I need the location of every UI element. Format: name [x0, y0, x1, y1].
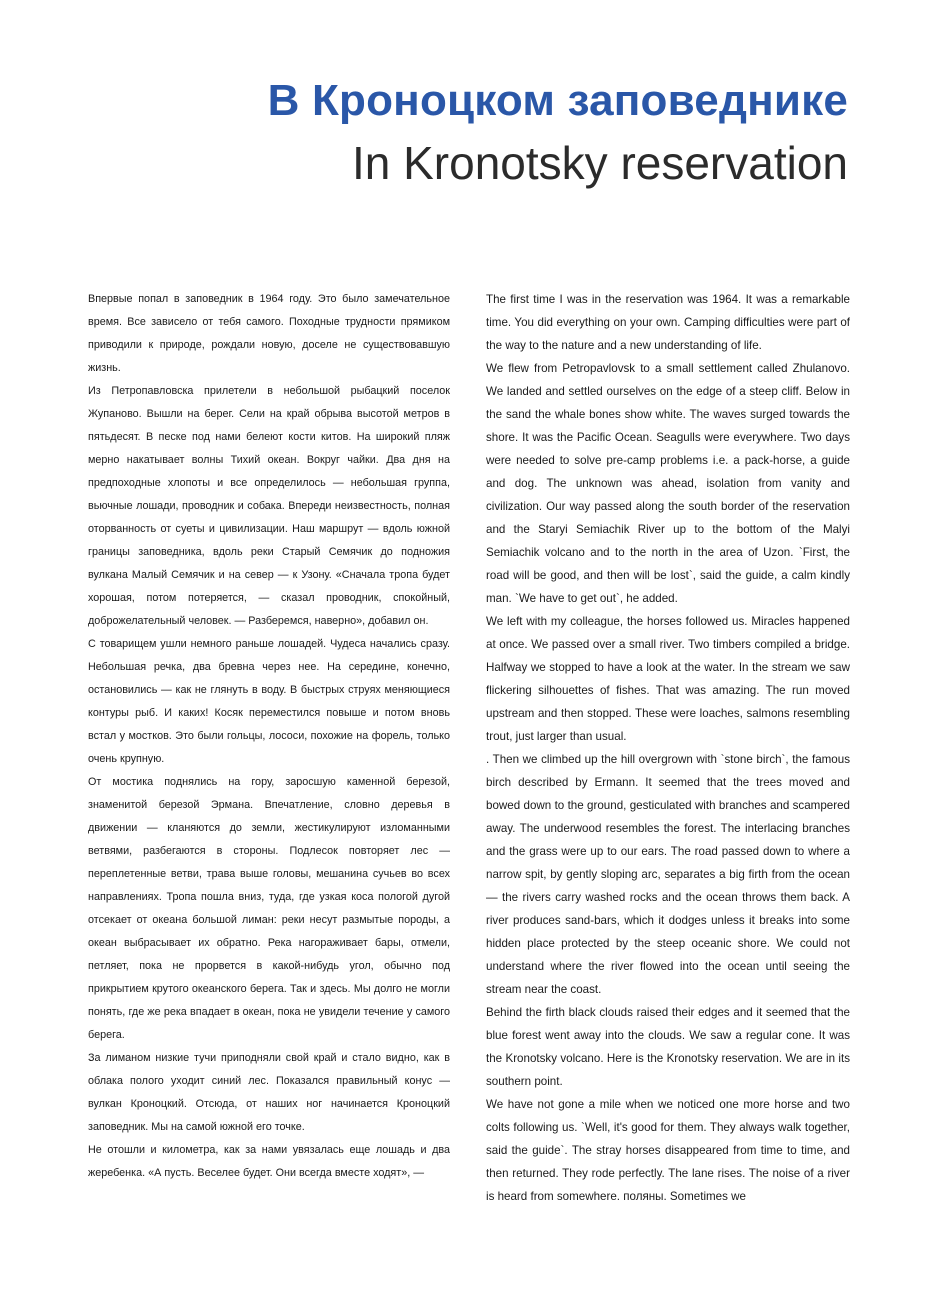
- russian-text-column: [88, 288, 450, 1218]
- english-paragraph: Behind the firth black clouds raised their edges and it seemed that the blue forest went away into the clouds. We saw a regular cone. It was the Kronotsky volcano. Here is the Kronotsky reservation. We are in its southern point.: [486, 1006, 850, 1088]
- russian-paragraph: За лиманом низкие тучи приподняли свой край и стало видно, как в облака полого уходит синий лес. Показался правильный конус — вулкан Кроноцкий. Отсюда, от наших ног начинается Кроноцкий заповедник. Мы на самой южной его точке.: [88, 1052, 450, 1133]
- russian-paragraph: Не отошли и километра, как за нами увязалась еще лошадь и два жеребенка. «А пусть. Веселее будет. Они всегда вместе ходят», —: [88, 1144, 450, 1179]
- english-paragraph: We have not gone a mile when we noticed one more horse and two colts following us. `Well, it's good for them. They always walk together, said the guide`. The stray horses disappeared from time to time, and then returned. They rode perfectly. The lane rises. The noise of a river is heard from somewhere. поляны. Sometimes we: [486, 1098, 850, 1203]
- russian-paragraph: От мостика поднялись на гору, заросшую каменной березой, знаменитой березой Эрмана. Впечатление, словно деревья в движении — кланяются до земли, жестикулируют изломанными ветвями, разбегаются в стороны. Подлесок повторяет лес — переплетенные ветви, трава выше головы, мешанина сучьев во всех направлениях. Тропа пошла вниз, туда, где узкая коса пологой дугой отсекает от океана большой лиман: реки несут размытые породы, а океан выбрасывает их обратно. Река нагораживает бары, отмели, петляет, пока не прорвется в какой-нибудь угол, обычно под прикрытием крутого океанского берега. Так и здесь. Мы долго не могли понять, где же река впадает в океан, пока не увидели течение у самого берега.: [88, 776, 450, 1041]
- russian-paragraph: С товарищем ушли немного раньше лошадей. Чудеса начались сразу. Небольшая речка, два бревна через нее. На середине, конечно, остановились — как не глянуть в воду. В быстрых струях меняющиеся контуры рыб. И каких! Косяк переместился повыше и потом вновь встал у мостков. Это были гольцы, лососи, похожие на форель, только очень крупную.: [88, 638, 450, 765]
- page-title-russian: В Кроноцком заповеднике: [267, 76, 848, 125]
- page-title-english: In Kronotsky reservation: [351, 137, 848, 189]
- russian-paragraph: Впервые попал в заповедник в 1964 году. Это было замечательное время. Все зависело от тебя самого. Походные трудности прямиком приводили к природе, рождали новую, доселе не существовавшую жизнь.: [88, 293, 450, 374]
- english-paragraph: We flew from Petropavlovsk to a small settlement called Zhulanovo. We landed and settled ourselves on the edge of a steep cliff. Below in the sand the whale bones show white. The waves surged towards the shore. It was the Pacific Ocean. Seagulls were everywhere. Two days were needed to solve pre-camp problems i.e. a pack-horse, a guide and dog. The unknown was ahead, isolation from vanity and civilization. Our way passed along the south border of the reservation and the Staryi Semiachik River up to the bottom of the Malyi Semiachik volcano and to the north in the area of Uzon. `First, the road will be good, and then will be lost`, said the guide, a calm kindly man. `We have to get out`, he added.: [486, 362, 850, 605]
- russian-paragraph: Из Петропавловска прилетели в небольшой рыбацкий поселок Жупаново. Вышли на берег. Сели на край обрыва высотой метров в пятьдесят. В песке под нами белеют кости китов. На широкий пляж мерно накатывает волны Тихий океан. Вокруг чайки. Два дня на предпоходные хлопоты и все определилось — небольшая группа, вьючные лошади, проводник и собака. Впереди неизвестность, полная оторванность от суеты и цивилизации. Наш маршрут — вдоль южной границы заповедника, вдоль реки Старый Семячик до подножия вулкана Малый Семячик и на север — к Узону. «Сначала тропа будет хорошая, потом потеряется, — сказал проводник, спокойный, доброжелательный человек. — Разберемся, наверно», добавил он.: [88, 385, 450, 627]
- english-paragraph: The first time I was in the reservation was 1964. It was a remarkable time. You did everything on your own. Camping difficulties were part of the way to the nature and a new understanding of life.: [486, 293, 850, 352]
- english-text-column: [486, 288, 850, 1218]
- english-paragraph: We left with my colleague, the horses followed us. Miracles happened at once. We passed over a small river. Two timbers compiled a bridge. Halfway we stopped to have a look at the water. In the stream we saw flickering silhouettes of fishes. That was amazing. The run moved upstream and then stopped. These were loaches, salmons resembling trout, just larger than usual.: [486, 615, 850, 743]
- english-paragraph: . Then we climbed up the hill overgrown with `stone birch`, the famous birch described by Ermann. It seemed that the trees moved and bowed down to the ground, gesticulated with branches and scampered away. The underwood resembles the forest. The interlacing branches and the grass were up to our ears. The road passed down to where a narrow spit, by gently sloping arc, separates a big firth from the ocean — the rivers carry washed rocks and the ocean throws them back. A river produces sand-bars, which it dodges unless it breaks into some hidden place protected by the steep oceanic shore. We could not understand where the river flowed into the ocean until seeing the stream near the coast.: [486, 753, 850, 996]
